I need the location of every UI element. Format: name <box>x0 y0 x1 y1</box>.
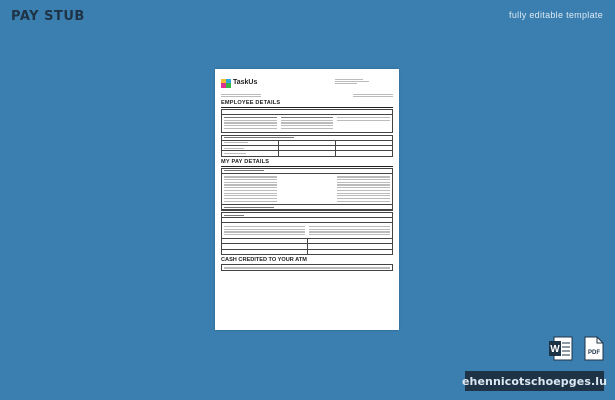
pay-stub-preview[interactable] <box>215 69 399 330</box>
svg-text:PDF: PDF <box>588 350 600 356</box>
pay-stub-sheet <box>221 78 393 271</box>
pay-period-row <box>221 93 393 98</box>
company-address-block <box>335 78 369 85</box>
employee-details-table <box>221 109 393 133</box>
svg-text:W: W <box>550 344 560 355</box>
page-subtitle: fully editable template <box>509 10 603 20</box>
deductions-table <box>221 212 393 255</box>
pay-summary-table <box>221 135 393 157</box>
site-badge[interactable]: ehennicotschoepges.lu <box>465 371 604 391</box>
earnings-table <box>221 168 393 212</box>
employee-details-heading: EMPLOYEE DETAILS <box>221 100 393 108</box>
pdf-document-icon[interactable] <box>584 336 604 361</box>
company-name: TaskUs <box>233 78 258 86</box>
page-title: PAY STUB <box>11 9 85 24</box>
cash-credited-heading: CASH CREDITED TO YOUR ATM <box>221 256 307 263</box>
word-document-icon[interactable] <box>548 336 573 361</box>
cash-credited-table <box>221 264 393 271</box>
pay-details-heading: MY PAY DETAILS <box>221 159 393 167</box>
company-header <box>221 78 393 88</box>
company-logo-icon <box>221 79 231 88</box>
